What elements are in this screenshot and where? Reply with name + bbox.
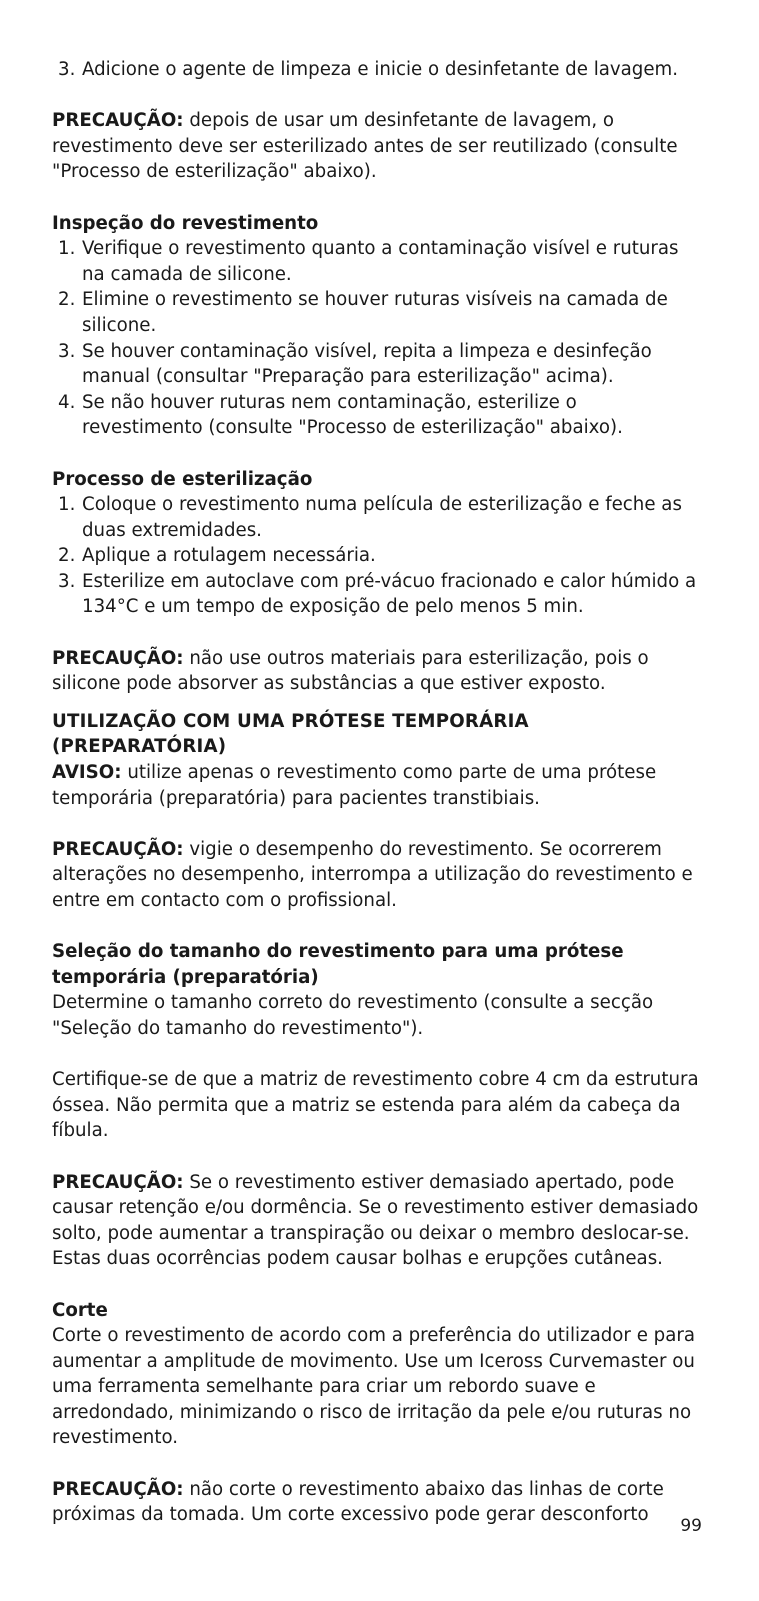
- cutting-heading: Corte: [52, 1299, 108, 1321]
- list-number: 3.: [58, 570, 76, 592]
- caution-label: PRECAUÇÃO:: [52, 647, 184, 669]
- warning-paragraph: [52, 760, 702, 811]
- section-title: UTILIZAÇÃO COM UMA PRÓTESE TEMPORÁRIA (PREPARATÓRIA): [52, 710, 529, 758]
- caution-paragraph: [52, 837, 702, 914]
- sterilization-heading: Processo de esterilização: [52, 468, 313, 490]
- list-item: [52, 390, 702, 441]
- caution-label: PRECAUÇÃO:: [52, 110, 184, 132]
- page-number: 99: [680, 1516, 702, 1536]
- caution-paragraph: [52, 108, 702, 185]
- caution-text: não use outros materiais para esterilização, pois o silicone pode absorver as substâncias a que estiver exposto.: [52, 647, 649, 695]
- list-item: [52, 236, 702, 287]
- list-number: 3.: [58, 59, 76, 80]
- list-text: Esterilize em autoclave com pré-vácuo fracionado e calor húmido a 134°C e um tempo de exposição de pelo menos 5 min.: [82, 570, 697, 618]
- list-number: 3.: [58, 340, 76, 362]
- list-item: [52, 287, 702, 338]
- list-text: Elimine o revestimento se houver ruturas visíveis na camada de silicone.: [82, 289, 668, 336]
- caution-label: PRECAUÇÃO:: [52, 838, 184, 860]
- list-item: [52, 543, 702, 569]
- warning-text: utilize apenas o revestimento como parte de uma prótese temporária (preparatória) para pacientes transtibiais.: [52, 762, 657, 809]
- document-page: [52, 57, 702, 1528]
- body-paragraph: Corte o revestimento de acordo com a preferência do utilizador e para aumentar a amplitude de movimento. Use um Iceross Curvemaster ou uma ferramenta semelhante para criar um rebordo suave e arredondado, minimizando o risco de irritação da pele e/ou ruturas no revestimento.: [52, 1325, 695, 1449]
- body-paragraph: Certifique-se de que a matriz de revestimento cobre 4 cm da estrutura óssea. Não permita que a matriz se estenda para além da cabeça da fíbula.: [52, 1069, 699, 1142]
- size-selection-heading: Seleção do tamanho do revestimento para uma prótese temporária (preparatória): [52, 941, 624, 988]
- list-text: Coloque o revestimento numa película de esterilização e feche as duas extremidades.: [82, 494, 682, 541]
- inspection-list: [52, 236, 702, 441]
- caution-text: não corte o revestimento abaixo das linhas de corte próximas da tomada. Um corte excessivo pode gerar desconforto: [52, 1478, 664, 1526]
- warning-label: AVISO:: [52, 762, 122, 784]
- list-text: Aplique a rotulagem necessária.: [82, 545, 376, 567]
- caution-text: Se o revestimento estiver demasiado apertado, pode causar retenção e/ou dormência. Se o revestimento estiver demasiado solto, pode aumentar a transpiração ou deixar o membro deslocar-se. Estas duas ocorrências podem causar bolhas e erupções cutâneas.: [52, 1171, 699, 1270]
- list-text: Adicione o agente de limpeza e inicie o desinfetante de lavagem.: [82, 59, 679, 80]
- caution-text: depois de usar um desinfetante de lavagem, o revestimento deve ser esterilizado antes de ser reutilizado (consulte "Processo de esterilização" abaixo).: [52, 110, 678, 183]
- list-item: [52, 57, 702, 83]
- body-paragraph: Determine o tamanho correto do revestimento (consulte a secção "Seleção do tamanho do revestimento").: [52, 992, 654, 1039]
- caution-paragraph: [52, 646, 702, 697]
- list-number: 2.: [58, 545, 76, 567]
- list-number: 4.: [58, 391, 76, 413]
- list-number: 1.: [58, 494, 76, 516]
- cleaning-step-list: [52, 57, 702, 83]
- list-text: Verifique o revestimento quanto a contaminação visível e ruturas na camada de silicone.: [82, 238, 679, 285]
- list-item: [52, 339, 702, 390]
- caution-paragraph: [52, 1477, 702, 1528]
- caution-label: PRECAUÇÃO:: [52, 1478, 184, 1500]
- caution-label: PRECAUÇÃO:: [52, 1171, 184, 1193]
- list-item: [52, 492, 702, 543]
- sterilization-list: [52, 492, 702, 620]
- list-text: Se houver contaminação visível, repita a limpeza e desinfeção manual (consultar "Preparação para esterilização" acima).: [82, 340, 652, 388]
- inspection-heading: Inspeção do revestimento: [52, 212, 319, 234]
- list-number: 2.: [58, 289, 76, 311]
- caution-paragraph: [52, 1170, 702, 1272]
- list-text: Se não houver ruturas nem contaminação, esterilize o revestimento (consulte "Processo de esterilização" abaixo).: [82, 391, 623, 439]
- list-item: [52, 569, 702, 620]
- list-number: 1.: [58, 238, 76, 260]
- caution-text: vigie o desempenho do revestimento. Se ocorrerem alterações no desempenho, interrompa a utilização do revestimento e entre em contacto com o profissional.: [52, 838, 693, 911]
